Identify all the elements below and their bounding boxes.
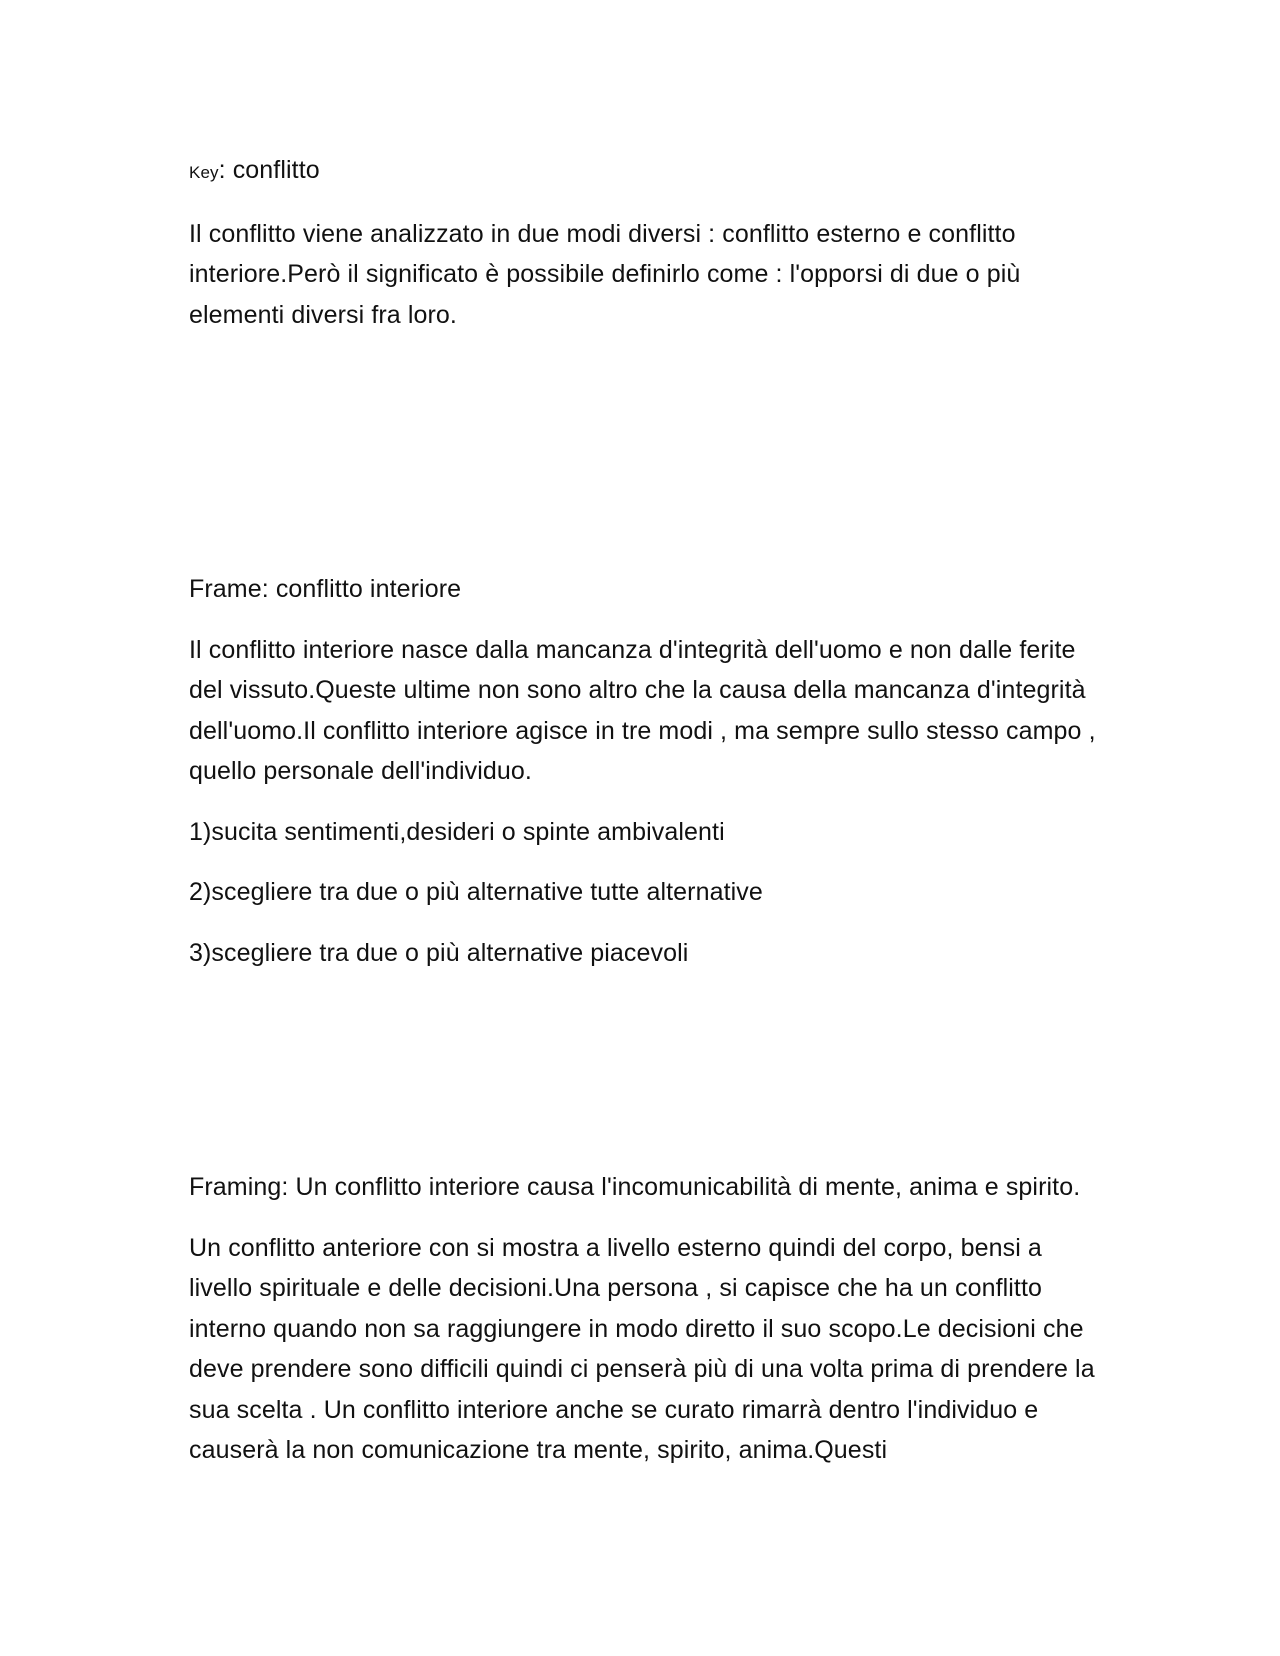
frame-body: Il conflitto interiore nasce dalla mancanza d'integrità dell'uomo e non dalle ferite del vissuto.Queste ultime non sono altro che la causa della mancanza d'integrità dell'uomo.Il conflitto interiore agisce in tre modi , ma sempre sullo stesso campo , quello personale dell'individuo. [189,635,1096,785]
frame-list-item: 2)scegliere tra due o più alternative tutte alternative [189,878,763,906]
frame-list-item: 1)sucita sentimenti,desideri o spinte ambivalenti [189,817,725,846]
framing-body: Un conflitto anteriore con si mostra a livello esterno quindi del corpo, bensi a livello spirituale e delle decisioni.Una persona , si capisce che ha un conflitto interno quando non sa raggiungere in modo diretto il suo scopo.Le decisioni che deve prendere sono difficili quindi ci penserà più di una volta prima di prendere la sua scelta . Un conflitto interiore anche se curato rimarrà dentro l'individuo e causerà la non comunicazione tra mente, spirito, anima.Questi [189,1233,1095,1464]
key-label: Key [189,163,219,182]
key-body: Il conflitto viene analizzato in due modi diversi : conflitto esterno e conflitto interiore.Però il significato è possibile definirlo come : l'opporsi di due o più elementi diversi fra loro. [189,219,1021,329]
document-content [189,150,1109,1471]
key-separator: : [218,156,226,184]
frame-heading: Frame: conflitto interiore [189,575,462,603]
key-term: conflitto [232,156,320,184]
framing-heading: Framing: Un conflitto interiore causa l'incomunicabilità di mente, anima e spirito. [189,1173,1081,1201]
key-heading [189,150,1109,194]
frame-list-item: 3)scegliere tra due o più alternative piacevoli [189,938,689,967]
